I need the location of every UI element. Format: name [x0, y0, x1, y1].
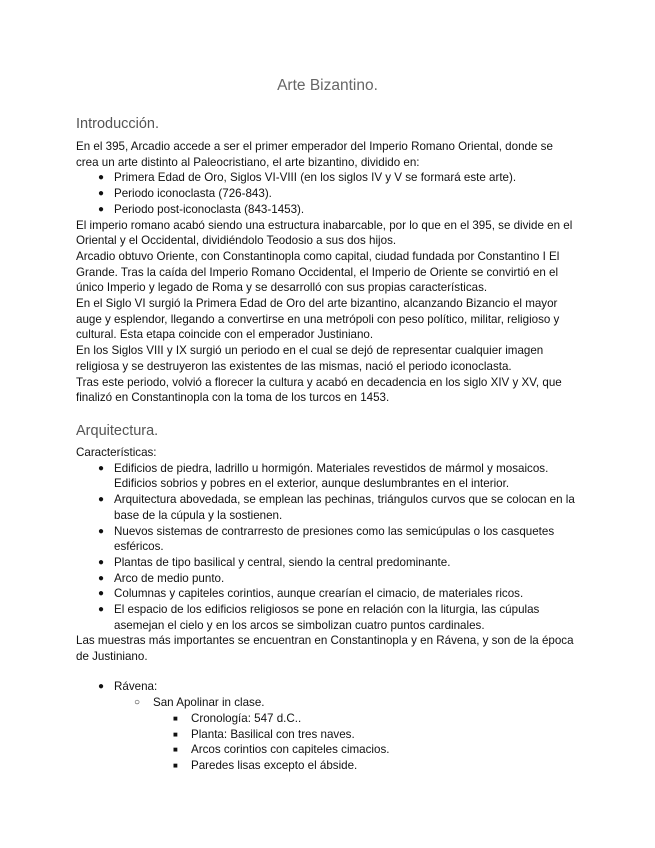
- bullet-icon: ●: [98, 681, 105, 692]
- list-item: ● El espacio de los edificios religiosos se pone en relación con la liturgia, las cúpulas asemejan el cielo y en los arcos se simbolizan cuatro puntos cardinales.: [98, 603, 540, 632]
- bullet-icon: ●: [98, 172, 105, 184]
- intro-paragraph: En el Siglo VI surgió la Primera Edad de Oro del arte bizantino, alcanzando Bizancio el mayor auge y esplendor, llegando a convertirse en una metrópoli con peso político, militar, religioso y cultural. Esta etapa coincide con el emperador Justiniano.: [76, 297, 560, 342]
- intro-paragraph: En los Siglos VIII y IX surgió un periodo en el cual se dejó de representar cualquier imagen religiosa y se destruyeron las existentes de las mismas, nació el periodo iconoclasta.: [76, 344, 544, 373]
- list-item: ● Periodo post-iconoclasta (843-1453).: [98, 202, 305, 216]
- list-item: ■ Cronología: 547 d.C..: [173, 712, 302, 725]
- building-item: [134, 695, 265, 711]
- intro-paragraph: Tras este periodo, volvió a florecer la cultura y acabó en decadencia en los siglo XIV y XV, que finalizó en Constantinopla con la toma de los turcos en 1453.: [76, 375, 562, 405]
- list-item: ■ Paredes lisas excepto el ábside.: [173, 759, 358, 773]
- document-title: Arte Bizantino.: [277, 77, 378, 94]
- bullet-icon: ●: [98, 588, 105, 600]
- periods-list: [76, 170, 576, 217]
- list-item: ● Arco de medio punto.: [98, 571, 225, 585]
- building-details-list: [173, 711, 390, 774]
- intro-paragraph: En el 395, Arcadio accede a ser el primer emperador del Imperio Romano Oriental, donde se crea un arte distinto al Paleocristiano, el arte bizantino, dividido en:: [76, 140, 553, 169]
- characteristics-list: [76, 461, 576, 634]
- arquitectura-heading: Arquitectura.: [76, 423, 159, 439]
- intro-paragraph: El imperio romano acabó siendo una estructura inabarcable, por lo que en el 395, se divide en el Oriental y el Occidental, dividiéndolo Teodosio a sus dos hijos.: [76, 218, 573, 248]
- list-item: ■ Arcos corintios con capiteles cimacios.: [173, 743, 390, 757]
- hollow-bullet-icon: ○: [134, 697, 141, 708]
- list-item: ■ Planta: Basilical con tres naves.: [173, 727, 355, 741]
- intro-heading: Introducción.: [76, 116, 160, 132]
- intro-section: [76, 139, 576, 406]
- bullet-icon: ●: [98, 572, 105, 584]
- ravena-list: [98, 679, 158, 695]
- characteristics-label: Características:: [76, 446, 157, 459]
- bullet-icon: ●: [98, 188, 105, 200]
- bullet-icon: ●: [98, 462, 105, 474]
- bullet-icon: ●: [98, 203, 105, 215]
- bullet-icon: ●: [98, 494, 105, 506]
- square-bullet-icon: ■: [173, 745, 178, 755]
- bullet-icon: ●: [98, 604, 105, 616]
- arquitectura-section: [76, 445, 576, 665]
- building-label: San Apolinar in clase.: [153, 696, 265, 709]
- square-bullet-icon: ■: [173, 714, 178, 723]
- square-bullet-icon: ■: [173, 761, 178, 771]
- list-item: ● Plantas de tipo basilical y central, siendo la central predominante.: [98, 555, 451, 569]
- list-item: ● Edificios de piedra, ladrillo u hormigón. Materiales revestidos de mármol y mosaicos. Edificios sobrios y pobres en el exterior, aunque deslumbrantes en el interior.: [98, 461, 549, 491]
- list-item: ● Nuevos sistemas de contrarresto de presiones como las semicúpulas o los casquetes esféricos.: [98, 524, 555, 554]
- bullet-icon: ●: [98, 556, 105, 568]
- arquitectura-paragraph: Las muestras más importantes se encuentran en Constantinopla y en Rávena, y son de la época de Justiniano.: [76, 634, 574, 664]
- list-item: ● Columnas y capiteles corintios, aunque crearían el cimacio, de materiales ricos.: [98, 587, 524, 601]
- ravena-label: Rávena:: [114, 680, 158, 693]
- square-bullet-icon: ■: [173, 729, 178, 739]
- bullet-icon: ●: [98, 525, 105, 537]
- intro-paragraph: Arcadio obtuvo Oriente, con Constantinopla como capital, ciudad fundada por Constantino I El Grande. Tras la caída del Imperio Romano Occidental, el Imperio de Oriente se convirtió en el único Imperio y legado de Roma y se desarrolló con sus propias características.: [76, 249, 560, 295]
- list-item: ● Primera Edad de Oro, Siglos VI-VIII (en los siglos IV y V se formará este arte).: [98, 171, 517, 185]
- list-item: ● Periodo iconoclasta (726-843).: [98, 187, 272, 201]
- list-item: ● Arquitectura abovedada, se emplean las pechinas, triángulos curvos que se colocan en la base de la cúpula y la sostienen.: [98, 493, 575, 522]
